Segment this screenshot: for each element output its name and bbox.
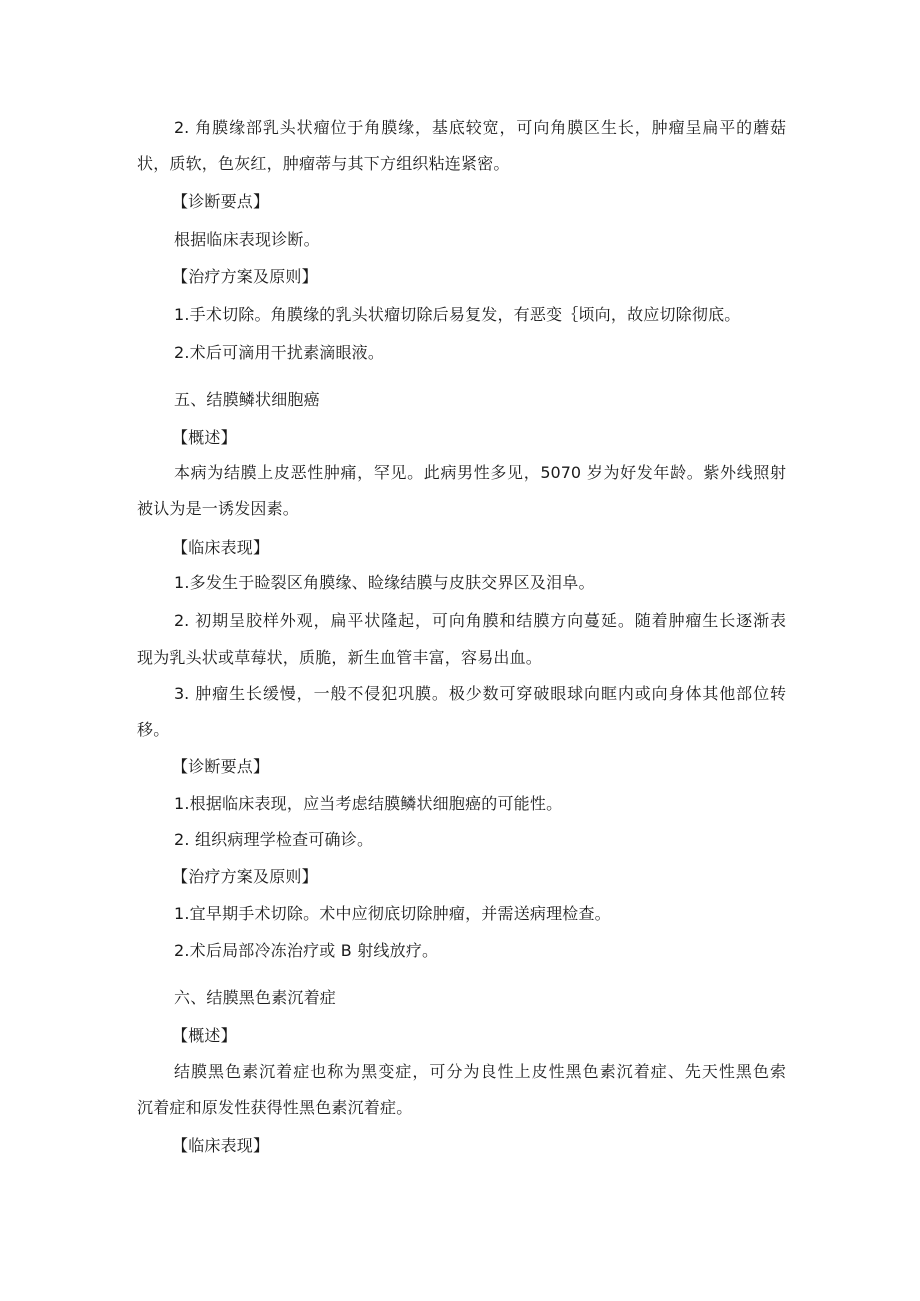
paragraph-line: 被认为是一诱发因素。 [137,499,300,518]
section-heading: 【临床表现】 [172,538,270,557]
list-item: 1.手术切除。角膜缘的乳头状瘤切除后易复发，有恶变｛顷向，故应切除彻底。 [174,305,741,324]
section-heading: 【诊断要点】 [172,192,270,211]
chapter-title: 六、结膜黑色素沉着症 [174,988,337,1007]
paragraph-line: 本病为结膜上皮恶性肿痛，罕见。此病男性多见，5070 岁为好发年龄。紫外线照射 [174,463,786,482]
section-heading: 【治疗方案及原则】 [172,267,318,286]
section-heading: 【诊断要点】 [172,757,270,776]
list-item: 2.术后局部冷冻治疗或 B 射线放疗。 [174,941,439,960]
paragraph-line: 现为乳头状或草莓状，质脆，新生血管丰富，容易出血。 [137,648,543,667]
paragraph-line: 2. 角膜缘部乳头状瘤位于角膜缘，基底较宽，可向角膜区生长，肿瘤呈扁平的蘑菇 [174,118,786,137]
paragraph-line: 结膜黑色素沉着症也称为黑变症，可分为良性上皮性黑色素沉着症、先天性黑色索 [174,1062,786,1081]
list-item: 3. 肿瘤生长缓慢，一般不侵犯巩膜。极少数可穿破眼球向眶内或向身体其他部位转 [174,684,786,703]
section-heading: 【临床表现】 [172,1136,270,1155]
paragraph-line: 移。 [137,720,170,739]
paragraph-line: 根据临床表现诊断。 [174,230,320,249]
paragraph-line: 沉着症和原发性获得性黑色素沉着症。 [137,1098,413,1117]
section-heading: 【治疗方案及原则】 [172,867,318,886]
list-item: 1.宜早期手术切除。术中应彻底切除肿瘤，并需送病理检查。 [174,904,611,923]
section-heading: 【概述】 [172,1026,237,1045]
list-item: 1.根据临床表现，应当考虑结膜鳞状细胞癌的可能性。 [174,794,563,813]
section-heading: 【概述】 [172,428,237,447]
chapter-title: 五、结膜鳞状细胞癌 [174,390,320,409]
list-item: 1.多发生于睑裂区角膜缘、睑缘结膜与皮肤交界区及泪阜。 [174,573,595,592]
list-item: 2.术后可滴用干扰素滴眼液。 [174,343,385,362]
list-item: 2. 初期呈胶样外观，扁平状隆起，可向角膜和结膜方向蔓延。随着肿瘤生长逐渐表 [174,611,786,630]
list-item: 2. 组织病理学检查可确诊。 [174,830,374,849]
paragraph-line: 状，质软，色灰红，肿瘤蒂与其下方组织粘连紧密。 [137,154,510,173]
